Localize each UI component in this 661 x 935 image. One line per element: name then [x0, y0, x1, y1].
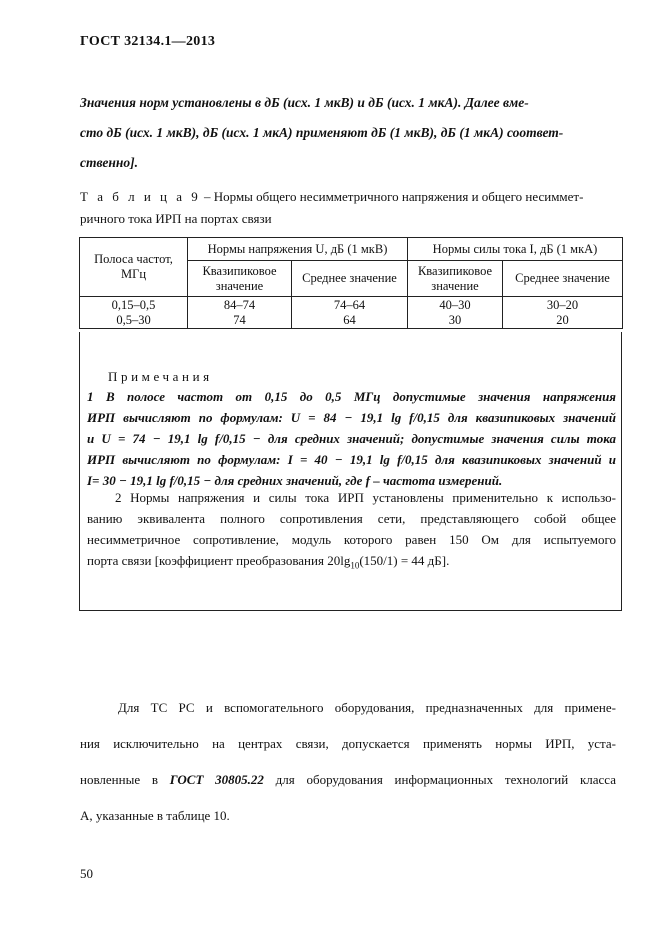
- cell-current-qp: 40–30 30: [408, 297, 503, 329]
- notes-title: Примечания: [108, 369, 213, 384]
- intro-line: сто дБ (исх. 1 мкВ), дБ (исх. 1 мкА) применяют дБ (1 мкВ), дБ (1 мкА) соответ-: [80, 125, 564, 140]
- col-header-frequency: Полоса частот, МГц: [80, 238, 188, 297]
- table-caption-text: – Нормы общего несимметричного напряжения и общего несиммет-: [200, 189, 584, 204]
- standard-reference: ГОСТ 30805.22: [169, 772, 264, 787]
- document-header: ГОСТ 32134.1—2013: [80, 34, 216, 49]
- note-2-line: ванию эквивалента полного сопротивления сети, представляющего собой общее: [87, 511, 616, 526]
- note-2: [87, 487, 616, 577]
- note-1-line: I= 30 − 19,1 lg f/0,15 − для средних значений, где f – частота измерений.: [87, 473, 503, 488]
- table-caption-line2: ричного тока ИРП на портах связи: [80, 211, 272, 226]
- note-1-line: и U = 74 − 19,1 lg f/0,15 − для средних значений; допустимые значения силы тока: [87, 431, 616, 446]
- body-paragraph: [80, 690, 616, 834]
- note-2-line: 2 Нормы напряжения и силы тока ИРП установлены применительно к использо-: [115, 490, 616, 505]
- col-header-current: Нормы силы тока I, дБ (1 мкА): [408, 238, 623, 261]
- note-1-line: ИРП вычисляют по формулам: I = 40 − 19,1 lg f/0,15 для квазипиковых значений и: [87, 452, 616, 467]
- note-1-line: 1 В полосе частот от 0,15 до 0,5 МГц допустимые значения напряжения: [87, 389, 616, 404]
- note-2-line: несимметричное сопротивление, модуль которого равен 150 Ом для испытуемого: [87, 532, 616, 547]
- subheader-current-qp: Квазипиковое значение: [408, 261, 503, 297]
- table-caption-label: Т а б л и ц а 9: [80, 189, 201, 204]
- table-row: [80, 297, 623, 329]
- note-2-line-last: порта связи [коэффициент преобразования $20\lg_{10}(150/1) = 44$ дБ].: [87, 553, 450, 571]
- subheader-current-avg: Среднее значение: [503, 261, 623, 297]
- intro-line: ственно].: [80, 155, 138, 170]
- cell-frequency: 0,15–0,5 0,5–30: [80, 297, 188, 329]
- body-line: новленные в ГОСТ 30805.22 для оборудования информационных технологий класса: [80, 772, 616, 787]
- cell-voltage-avg: 74–64 64: [292, 297, 408, 329]
- table-caption: [80, 186, 616, 230]
- body-line: А, указанные в таблице 10.: [80, 808, 230, 823]
- cell-current-avg: 30–20 20: [503, 297, 623, 329]
- limits-table: [79, 237, 623, 329]
- intro-paragraph: [80, 88, 616, 178]
- page-number: 50: [80, 866, 93, 881]
- col-header-voltage: Нормы напряжения U, дБ (1 мкВ): [188, 238, 408, 261]
- note-1-line: ИРП вычисляют по формулам: U = 84 − 19,1 lg f/0,15 для квазипиковых значений: [87, 410, 616, 425]
- subheader-voltage-avg: Среднее значение: [292, 261, 408, 297]
- note-1: [87, 386, 616, 491]
- body-line: ния исключительно на центрах связи, допускается применять нормы ИРП, уста-: [80, 736, 616, 751]
- subheader-voltage-qp: Квазипиковое значение: [188, 261, 292, 297]
- cell-voltage-qp: 84–74 74: [188, 297, 292, 329]
- intro-line: Значения норм установлены в дБ (исх. 1 мкВ) и дБ (исх. 1 мкА). Далее вме-: [80, 95, 529, 110]
- body-line: Для ТС РС и вспомогательного оборудования, предназначенных для примене-: [118, 700, 616, 715]
